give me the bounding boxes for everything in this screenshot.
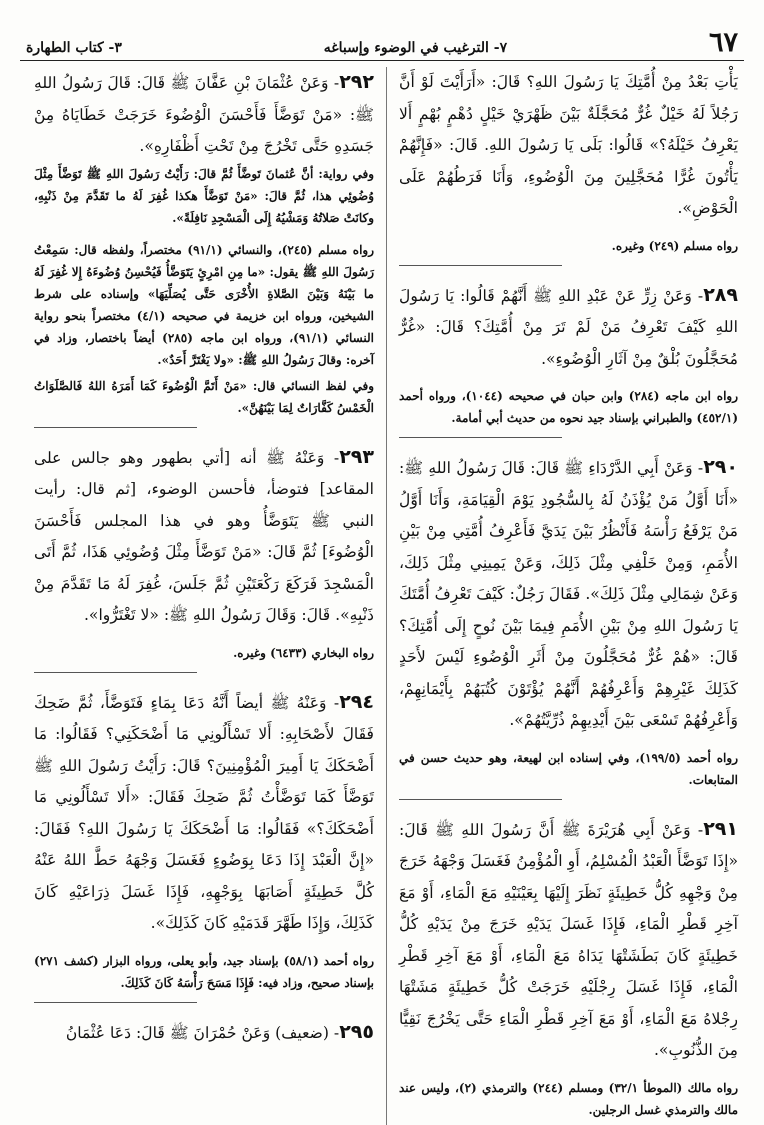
hadith-text: - وَعَنْ أَبِي الدَّرْدَاءِ ﷺ قَالَ: قَالَ رَسُولُ اللهِ ﷺ: «أَنَا أَوَّلُ مَنْ يُؤْذَنُ لَهُ بِالسُّجُودِ يَوْمَ الْقِيَامَةِ، وَأَنَا أَوَّلُ مَنْ يَرْفَعُ رَأْسَهُ فَأَنْظُرُ بَيْنَ يَدَيَّ فَأَعْرِفُ أُمَّتِي مِنْ بَيْنِ الأُمَمِ، وَمِنْ خَلْفِي مِثْلَ ذَلِكَ، وَعَنْ يَمِينِي مِثْلَ ذَلِكَ، وَعَنْ شِمَالِي مِثْلَ ذَلِكَ». فَقَالَ رَجُلٌ: كَيْفَ تَعْرِفُ أُمَّتَكَ يَا رَسُولَ اللهِ مِنْ بَيْنِ الأُمَمِ فِيمَا بَيْنَ نُوحٍ إِلَى أُمَّتِكَ؟ قَالَ: «هُمْ غُرٌّ مُحَجَّلُونَ مِنْ أَثَرِ الْوُضُوءِ لَيْسَ لأَحَدٍ كَذَلِكَ غَيْرِهِمْ وَأَعْرِفُهُمْ أَنَّهُمْ يُؤْتَوْنَ كُتُبَهُمْ بِأَيْمَانِهِمْ، وَأَعْرِفُهُمْ تَسْعَى بَيْنَ أَيْدِيهِمْ ذُرِّيَّتُهُمْ». — [399, 459, 738, 729]
left-column — [30, 67, 387, 1125]
hadith-number: ٢٨٩ — [703, 283, 738, 306]
hadith-source: رواه مالك (الموطأ ٣٢/١) ومسلم (٢٤٤) والترمذي (٢)، وليس عند مالك والترمذي غسل الرجلين. — [399, 1080, 739, 1117]
hadith-source: رواه ابن ماجه (٢٨٤) وابن حبان في صحيحه (١٠٤٤)، ورواه أحمد (٤٥٢/١) والطبراني بإسناد جيد نحوه من حديث أبي أمامة. — [399, 389, 738, 425]
hadith-variant-note: وفي لفظ النسائي قال: «مَنْ أَتَمَّ الْوُضُوءَ كَمَا أَمَرَهُ اللهُ فَالصَّلَوَاتُ الْخَمْسُ كَفَّارَاتٌ لِمَا بَيْنَهُنَّ». — [34, 378, 374, 415]
two-column-body — [20, 67, 744, 1125]
hadith-number: ٢٩٣ — [339, 445, 374, 468]
separator — [34, 672, 197, 673]
hadith-text: - (ضعيف) وَعَنْ حُمْرَانَ ﷺ قَالَ: دَعَا عُثْمَانُ — [65, 1023, 340, 1042]
running-title: ٧- الترغيب في الوضوء وإسباغه — [323, 40, 508, 56]
hadith-text: - وَعَنْ عُثْمَانَ بْنِ عَفَّانَ ﷺ قَالَ: قَالَ رَسُولُ اللهِ ﷺ: «مَنْ تَوَضَّأَ فَأَحْسَنَ الْوُضُوءَ خَرَجَتْ خَطَايَاهُ مِنْ جَسَدِهِ حَتَّى تَخْرُجَ مِنْ تَحْتِ أَظْفَارِهِ». — [34, 74, 374, 155]
hadith-288-continuation — [399, 67, 738, 257]
book-title: ٣- كتاب الطهارة — [26, 40, 122, 56]
hadith-variant-note: وفي رواية: أنَّ عُثمانَ تَوضَّأَ ثُمَّ قالَ: رَأَيْتُ رَسُولَ اللهِ ﷺ تَوَضَّأَ مِثْلَ وُضُوئِي هذا، ثُمَّ قالَ: «مَنْ تَوَضَّأَ هكذا غُفِرَ لَهُ ما تَقَدَّمَ مِنْ ذَنْبِهِ، وكانَتْ صَلاتُهُ وَمَشْيُهُ إِلَى الْمَسْجِدِ نَافِلَةً». — [34, 166, 374, 225]
hadith-source: رواه أحمد (٥٨/١) بإسناد جيد، وأبو يعلى، ورواه البزار (كشف ٢٧١) بإسناد صحيح، وزاد فيه: فَإِذَا مَسَحَ رَأْسَهُ كَانَ كَذَلِكَ. — [34, 953, 374, 990]
separator — [399, 265, 562, 266]
hadith-291 — [399, 814, 738, 1121]
hadith-292 — [34, 67, 374, 419]
hadith-290 — [399, 452, 738, 791]
hadith-source: رواه مسلم (٢٤٩) وغيره. — [611, 238, 738, 253]
page-header — [20, 26, 744, 61]
hadith-source: رواه أحمد (١٩٩/٥)، وفي إسناده ابن لهيعة، وهو حديث حسن في المتابعات. — [399, 750, 738, 787]
separator — [399, 437, 562, 438]
page-number: ٦٧ — [708, 27, 738, 58]
hadith-source: رواه البخاري (٦٤٣٣) وغيره. — [233, 645, 374, 660]
hadith-number: ٢٩٠ — [703, 456, 738, 478]
hadith-number: ٢٩٤ — [339, 690, 374, 713]
hadith-289 — [399, 280, 738, 430]
hadith-293 — [34, 442, 374, 664]
hadith-295 — [34, 1017, 374, 1050]
hadith-text: - وَعَنْهُ ﷺ أنه [أتي بطهور وهو جالس على المقاعد] فتوضأ، فأحسن الوضوء، [ثم قال: رأيت النبي ﷺ يَتَوَضَّأُ وهو في هذا المجلس فَأَحْسَنَ الْوُضُوءَ] ثُمَّ قَالَ: «مَنْ تَوَضَّأَ مِثْلَ وُضُوئِي هَذَا، ثُمَّ أَتَى الْمَسْجِدَ فَرَكَعَ رَكْعَتَيْنِ ثُمَّ جَلَسَ، غُفِرَ لَهُ مَا تَقَدَّمَ مِنْ ذَنْبِهِ». قَالَ: وَقَالَ رَسُولُ اللهِ ﷺ: «لا تَغْتَرُّوا». — [34, 448, 374, 624]
hadith-text: - وَعَنْ أَبِي هُرَيْرَةَ ﷺ أَنَّ رَسُولَ اللهِ ﷺ قَالَ: «إِذَا تَوَضَّأَ الْعَبْدُ الْمُسْلِمُ، أَوِ الْمُؤْمِنُ فَغَسَلَ وَجْهَهُ خَرَجَ مِنْ وَجْهِهِ كُلُّ خَطِيئَةٍ نَظَرَ إِلَيْهَا بِعَيْنَيْهِ مَعَ الْمَاءِ، أَوْ مَعَ آخِرِ قَطْرِ الْمَاءِ، فَإِذَا غَسَلَ يَدَيْهِ خَرَجَ مِنْ يَدَيْهِ كُلُّ خَطِيئَةٍ كَانَ بَطَشَتْهَا يَدَاهُ مَعَ الْمَاءِ، أَوْ مَعَ آخِرِ قَطْرِ الْمَاءِ، فَإِذَا غَسَلَ رِجْلَيْهِ خَرَجَتْ كُلُّ خَطِيئَةٍ مَشَتْهَا رِجْلاهُ مَعَ الْمَاءِ، أَوْ مَعَ آخِرِ قَطْرِ الْمَاءِ حَتَّى يَخْرُجَ نَقِيًّا مِنَ الذُّنُوبِ». — [399, 820, 738, 1059]
hadith-number: ٢٩١ — [703, 817, 738, 840]
hadith-text: - وَعَنْهُ ﷺ أيضاً أَنَّهُ دَعَا بِمَاءٍ فَتَوَضَّأَ، ثُمَّ ضَحِكَ فَقَالَ لأَصْحَابِهِ: أَلا تَسْأَلُونِي مَا أَضْحَكَنِي؟ فَقَالُوا: مَا أَضْحَكَكَ يَا أَمِيرَ الْمُؤْمِنِينَ؟ قَالَ: رَأَيْتُ رَسُولَ اللهِ ﷺ تَوَضَّأَ كَمَا تَوَضَّأْتُ ثُمَّ ضَحِكَ فَقَالَ: «أَلا تَسْأَلُونِي مَا أَضْحَكَكَ؟» فَقَالُوا: مَا أَضْحَكَكَ يَا رَسُولَ اللهِ؟ فَقَالَ: «إِنَّ الْعَبْدَ إِذَا دَعَا بِوَضُوءٍ فَغَسَلَ وَجْهَهُ حَطَّ اللهُ عَنْهُ كُلَّ خَطِيئَةٍ أَصَابَهَا بِوَجْهِهِ، فَإِذَا غَسَلَ ذِرَاعَيْهِ كَانَ كَذَلِكَ، وَإِذَا طَهَّرَ قَدَمَيْهِ كَانَ كَذَلِكَ». — [34, 693, 374, 932]
separator — [34, 1002, 197, 1003]
hadith-text: يَأْتِ بَعْدُ مِنْ أُمَّتِكَ يَا رَسُولَ اللهِ؟ قَالَ: «أَرَأَيْتَ لَوْ أَنَّ رَجُلاً لَهُ خَيْلٌ غُرٌّ مُحَجَّلَةٌ بَيْنَ ظَهْرَيْ خَيْلٍ دُهْمٍ بُهْمٍ أَلا يَعْرِفُ خَيْلَهُ؟» قَالُوا: بَلَى يَا رَسُولَ اللهِ. قَالَ: «فَإِنَّهُمْ يَأْتُونَ غُرًّا مُحَجَّلِينَ مِنَ الْوُضُوءِ، وَأَنَا فَرَطُهُمْ عَلَى الْحَوْضِ». — [399, 73, 738, 217]
separator — [34, 427, 197, 428]
hadith-source: رواه مسلم (٢٤٥)، والنسائي (٩١/١) مختصراً، ولفظه قال: سَمِعْتُ رَسُولَ اللهِ ﷺ يقول: «ما مِنِ امْرِئٍ يَتَوَضَّأُ فَيُحْسِنُ وُضُوءَهُ إِلا غُفِرَ لَهُ ما بَيْنَهُ وَبَيْنَ الصَّلاةِ الأُخْرَى حَتَّى يُصَلِّيَهَا» وإسناده على شرط الشيخين، ورواه ابن خزيمة في صحيحه (٤/١) مختصراً بنحو رواية النسائي (٩١/١)، ورواه ابن ماجه (٢٨٥) أيضاً باختصار، وزاد في آخره: وقالَ رَسُولُ اللهِ ﷺ: «ولا يَغْتَرَّ أَحَدٌ». — [34, 242, 374, 367]
hadith-number: ٢٩٢ — [339, 71, 374, 93]
hadith-294 — [34, 687, 374, 994]
right-column — [387, 67, 744, 1125]
hadith-number: ٢٩٥ — [339, 1020, 374, 1043]
hadith-text: - وَعَنْ زِرٍّ عَنْ عَبْدِ اللهِ ﷺ أَنَّهُمْ قَالُوا: يَا رَسُولَ اللهِ كَيْفَ تَعْرِفُ مَنْ لَمْ تَرَ مِنْ أُمَّتِكَ؟ قَالَ: «غُرٌّ مُحَجَّلُونَ بُلْقٌ مِنْ آثَارِ الْوُضُوءِ». — [399, 286, 738, 368]
separator — [399, 799, 562, 800]
